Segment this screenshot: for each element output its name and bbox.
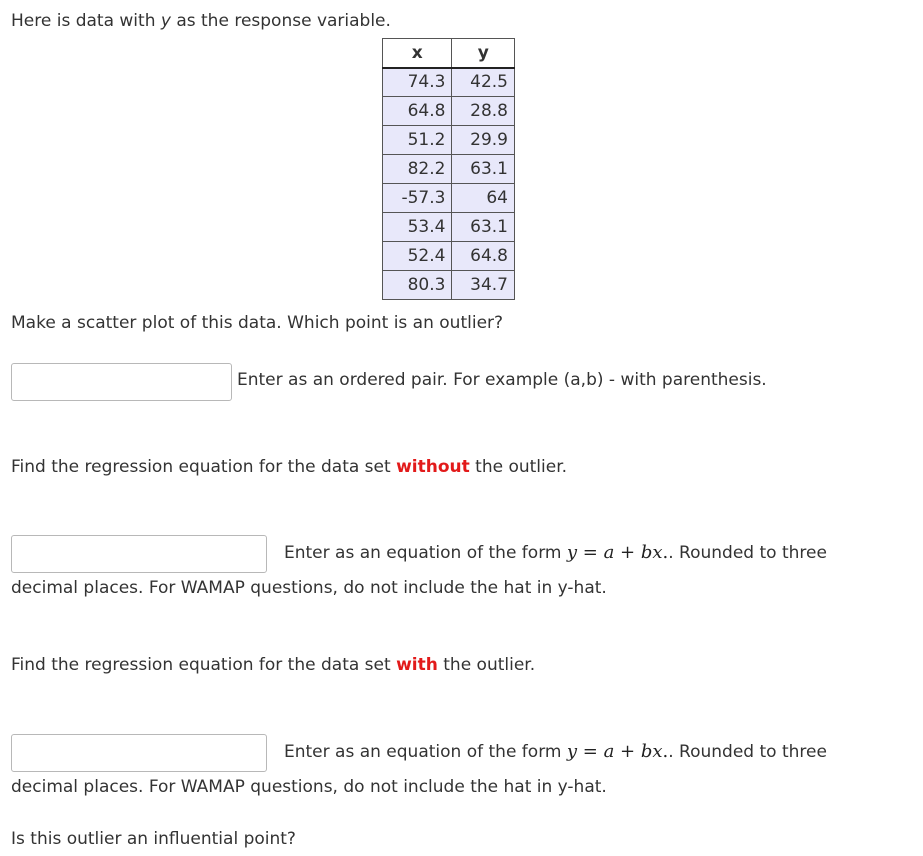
regression-without-prefix: Find the regression equation for the data set [11,457,397,477]
intro-suffix: as the response variable. [170,11,391,31]
math-dot: . [662,741,669,762]
regression-with-hint [284,741,827,762]
cell-x: 80.3 [383,271,452,300]
cell-x: 52.4 [383,242,452,271]
cell-y: 64 [452,184,515,213]
table-row [383,213,515,242]
cell-y: 34.7 [452,271,515,300]
cell-y: 63.1 [452,213,515,242]
math-a: a [603,542,615,563]
table-row [383,97,515,126]
column-header-x: x [383,39,452,68]
table-row [383,126,515,155]
math-equals: = [577,741,604,762]
hint-prefix: Enter as an equation of the form [284,742,567,762]
influential-point-question: Is this outlier an influential point? [11,829,296,849]
math-plus: + [614,741,641,762]
with-emphasis: with [396,655,438,675]
table-row [383,242,515,271]
cell-x: 53.4 [383,213,452,242]
scatter-plot-question: Make a scatter plot of this data. Which point is an outlier? [11,313,504,333]
hint-suffix: . Rounded to three [668,543,827,563]
equation-form [567,542,668,563]
math-bx: bx [640,542,663,563]
regression-without-question [11,457,567,477]
table-row [383,155,515,184]
math-a: a [603,741,615,762]
cell-x: 74.3 [383,68,452,97]
math-bx: bx [640,741,663,762]
math-y: y [566,741,578,762]
table-header-row [383,39,515,68]
data-table [382,38,515,300]
table-row [383,68,515,97]
table-row [383,271,515,300]
math-dot: . [662,542,669,563]
regression-without-hint [284,542,827,563]
regression-with-input[interactable] [11,734,267,772]
math-plus: + [614,542,641,563]
regression-without-input[interactable] [11,535,267,573]
cell-y: 64.8 [452,242,515,271]
cell-y: 29.9 [452,126,515,155]
cell-x: 64.8 [383,97,452,126]
regression-without-hint-line2: decimal places. For WAMAP questions, do not include the hat in y-hat. [11,578,607,598]
cell-y: 42.5 [452,68,515,97]
outlier-answer-input[interactable] [11,363,232,401]
cell-y: 28.8 [452,97,515,126]
outlier-answer-hint: Enter as an ordered pair. For example (a,b) - with parenthesis. [237,370,767,390]
intro-text [11,11,391,31]
regression-with-suffix: the outlier. [437,655,536,675]
math-y: y [566,542,578,563]
math-equals: = [577,542,604,563]
hint-suffix: . Rounded to three [668,742,827,762]
cell-x: 82.2 [383,155,452,184]
cell-x: 51.2 [383,126,452,155]
response-variable: y [160,11,171,31]
cell-y: 63.1 [452,155,515,184]
hint-prefix: Enter as an equation of the form [284,543,567,563]
cell-x: -57.3 [383,184,452,213]
regression-with-prefix: Find the regression equation for the data set [11,655,397,675]
without-emphasis: without [396,457,470,477]
regression-with-question [11,655,535,675]
regression-with-hint-line2: decimal places. For WAMAP questions, do not include the hat in y-hat. [11,777,607,797]
regression-without-suffix: the outlier. [469,457,568,477]
column-header-y: y [452,39,515,68]
intro-prefix: Here is data with [11,11,161,31]
table-row [383,184,515,213]
equation-form [567,741,668,762]
